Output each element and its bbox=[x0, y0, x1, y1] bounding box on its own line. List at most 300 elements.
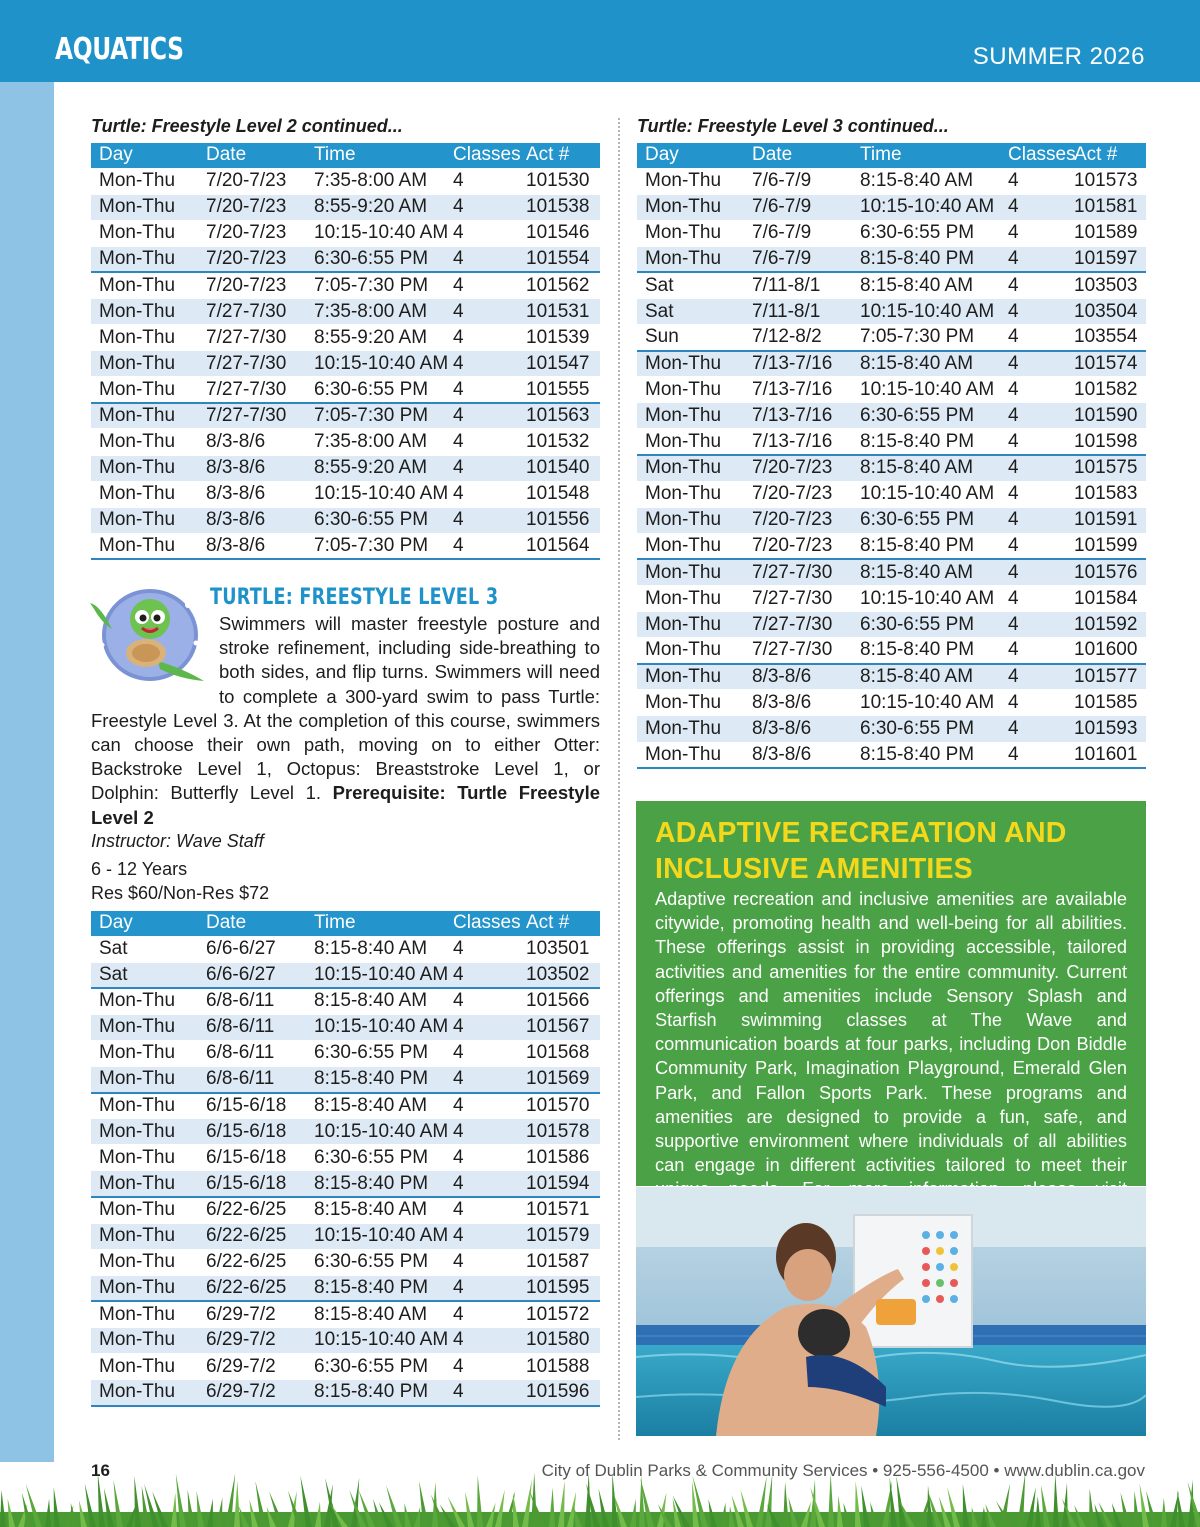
cell-date: 8/3-8/6 bbox=[744, 690, 852, 716]
cell-act-number: 101582 bbox=[1066, 377, 1146, 403]
cell-time: 8:15-8:40 AM bbox=[306, 1093, 445, 1119]
cell-classes: 4 bbox=[445, 533, 518, 559]
table-row bbox=[91, 1380, 600, 1406]
table-row bbox=[637, 325, 1146, 351]
column-header-date: Date bbox=[744, 143, 852, 168]
cell-time: 6:30-6:55 PM bbox=[306, 1145, 445, 1171]
column-header-act-number: Act # bbox=[518, 143, 600, 168]
cell-act-number: 103502 bbox=[518, 962, 600, 988]
cell-day: Mon-Thu bbox=[637, 194, 744, 220]
cell-date: 7/13-7/16 bbox=[744, 403, 852, 429]
cell-classes: 4 bbox=[1000, 481, 1066, 507]
table-header-row bbox=[91, 143, 600, 168]
cell-classes: 4 bbox=[1000, 377, 1066, 403]
cell-classes: 4 bbox=[445, 455, 518, 481]
cell-time: 8:55-9:20 AM bbox=[306, 194, 445, 220]
cell-classes: 4 bbox=[445, 1145, 518, 1171]
cell-day: Mon-Thu bbox=[637, 481, 744, 507]
table-row bbox=[637, 298, 1146, 324]
cell-time: 8:15-8:40 AM bbox=[306, 936, 445, 962]
cell-day: Mon-Thu bbox=[637, 377, 744, 403]
cell-time: 10:15-10:40 AM bbox=[306, 1014, 445, 1040]
cell-act-number: 101600 bbox=[1066, 638, 1146, 664]
cell-day: Mon-Thu bbox=[91, 455, 198, 481]
cell-time: 8:15-8:40 AM bbox=[306, 1197, 445, 1223]
cell-time: 8:15-8:40 AM bbox=[306, 1301, 445, 1327]
schedule-table-level3 bbox=[91, 911, 600, 1407]
cell-day: Mon-Thu bbox=[91, 351, 198, 377]
cell-classes: 4 bbox=[1000, 298, 1066, 324]
cell-classes: 4 bbox=[445, 1249, 518, 1275]
cell-date: 8/3-8/6 bbox=[744, 716, 852, 742]
cell-act-number: 101548 bbox=[518, 481, 600, 507]
table-row bbox=[637, 455, 1146, 481]
cell-time: 7:35-8:00 AM bbox=[306, 168, 445, 194]
cell-classes: 4 bbox=[445, 1119, 518, 1145]
cell-classes: 4 bbox=[1000, 351, 1066, 377]
column-header-day: Day bbox=[91, 911, 198, 936]
cell-classes: 4 bbox=[445, 194, 518, 220]
cell-classes: 4 bbox=[445, 1014, 518, 1040]
table-row bbox=[637, 351, 1146, 377]
cell-day: Mon-Thu bbox=[91, 1119, 198, 1145]
cell-classes: 4 bbox=[1000, 272, 1066, 298]
cell-date: 6/8-6/11 bbox=[198, 1014, 306, 1040]
cell-act-number: 101531 bbox=[518, 298, 600, 324]
cell-act-number: 101575 bbox=[1066, 455, 1146, 481]
cell-day: Mon-Thu bbox=[91, 1354, 198, 1380]
cell-act-number: 101570 bbox=[518, 1093, 600, 1119]
cell-day: Mon-Thu bbox=[91, 246, 198, 272]
column-header-classes: Classes bbox=[1000, 143, 1066, 168]
cell-time: 8:15-8:40 AM bbox=[852, 272, 1000, 298]
table-row bbox=[637, 481, 1146, 507]
cell-date: 6/8-6/11 bbox=[198, 1040, 306, 1066]
cell-classes: 4 bbox=[445, 1327, 518, 1353]
table-row bbox=[91, 298, 600, 324]
cell-day: Sat bbox=[91, 936, 198, 962]
cell-day: Mon-Thu bbox=[91, 377, 198, 403]
cell-classes: 4 bbox=[1000, 690, 1066, 716]
cell-date: 7/20-7/23 bbox=[744, 455, 852, 481]
cell-time: 10:15-10:40 AM bbox=[852, 481, 1000, 507]
cell-act-number: 101572 bbox=[518, 1301, 600, 1327]
course-ages: 6 - 12 Years bbox=[91, 859, 188, 879]
cell-day: Mon-Thu bbox=[91, 220, 198, 246]
cell-date: 7/27-7/30 bbox=[744, 586, 852, 612]
cell-classes: 4 bbox=[445, 1040, 518, 1066]
cell-date: 7/20-7/23 bbox=[198, 168, 306, 194]
cell-day: Mon-Thu bbox=[91, 988, 198, 1014]
cell-act-number: 101587 bbox=[518, 1249, 600, 1275]
left-table-caption: Turtle: Freestyle Level 2 continued... bbox=[91, 116, 403, 136]
cell-time: 8:15-8:40 PM bbox=[852, 742, 1000, 768]
cell-day: Mon-Thu bbox=[91, 1014, 198, 1040]
table-row bbox=[637, 194, 1146, 220]
cell-time: 6:30-6:55 PM bbox=[852, 220, 1000, 246]
cell-classes: 4 bbox=[445, 962, 518, 988]
cell-classes: 4 bbox=[445, 1197, 518, 1223]
cell-classes: 4 bbox=[445, 1301, 518, 1327]
cell-act-number: 101532 bbox=[518, 429, 600, 455]
table-row bbox=[637, 586, 1146, 612]
cell-time: 8:15-8:40 PM bbox=[852, 429, 1000, 455]
schedule-table-level2 bbox=[91, 143, 600, 560]
column-header-date: Date bbox=[198, 911, 306, 936]
cell-day: Mon-Thu bbox=[637, 664, 744, 690]
cell-date: 7/20-7/23 bbox=[744, 481, 852, 507]
table-row bbox=[91, 1301, 600, 1327]
table-row bbox=[91, 936, 600, 962]
cell-day: Mon-Thu bbox=[637, 586, 744, 612]
cell-day: Mon-Thu bbox=[637, 690, 744, 716]
cell-date: 7/20-7/23 bbox=[198, 194, 306, 220]
cell-time: 6:30-6:55 PM bbox=[852, 612, 1000, 638]
cell-time: 7:05-7:30 PM bbox=[306, 533, 445, 559]
cell-time: 7:05-7:30 PM bbox=[852, 325, 1000, 351]
cell-act-number: 101576 bbox=[1066, 559, 1146, 585]
cell-day: Mon-Thu bbox=[91, 168, 198, 194]
cell-day: Mon-Thu bbox=[637, 455, 744, 481]
cell-classes: 4 bbox=[445, 429, 518, 455]
table-row bbox=[637, 638, 1146, 664]
cell-day: Mon-Thu bbox=[637, 403, 744, 429]
column-header-time: Time bbox=[306, 911, 445, 936]
cell-day: Mon-Thu bbox=[637, 742, 744, 768]
cell-date: 6/8-6/11 bbox=[198, 1066, 306, 1092]
cell-classes: 4 bbox=[1000, 220, 1066, 246]
table-row bbox=[91, 1223, 600, 1249]
cell-act-number: 101579 bbox=[518, 1223, 600, 1249]
cell-act-number: 101573 bbox=[1066, 168, 1146, 194]
cell-time: 6:30-6:55 PM bbox=[306, 1040, 445, 1066]
cell-act-number: 101580 bbox=[518, 1327, 600, 1353]
cell-date: 7/12-8/2 bbox=[744, 325, 852, 351]
cell-date: 6/29-7/2 bbox=[198, 1327, 306, 1353]
column-header-date: Date bbox=[198, 143, 306, 168]
cell-day: Mon-Thu bbox=[91, 533, 198, 559]
section-title: AQUATICS bbox=[55, 32, 184, 67]
cell-act-number: 101598 bbox=[1066, 429, 1146, 455]
table-row bbox=[91, 403, 600, 429]
cell-day: Mon-Thu bbox=[91, 1301, 198, 1327]
cell-act-number: 101563 bbox=[518, 403, 600, 429]
cell-day: Mon-Thu bbox=[91, 1327, 198, 1353]
cell-time: 8:15-8:40 PM bbox=[852, 533, 1000, 559]
cell-time: 7:35-8:00 AM bbox=[306, 298, 445, 324]
cell-act-number: 103504 bbox=[1066, 298, 1146, 324]
cell-act-number: 101591 bbox=[1066, 507, 1146, 533]
schedule-table-level3-continued bbox=[637, 143, 1146, 769]
cell-classes: 4 bbox=[445, 377, 518, 403]
table-row bbox=[91, 533, 600, 559]
table-row bbox=[637, 168, 1146, 194]
table-row bbox=[91, 1145, 600, 1171]
cell-classes: 4 bbox=[445, 220, 518, 246]
table-row bbox=[91, 1249, 600, 1275]
cell-act-number: 101585 bbox=[1066, 690, 1146, 716]
table-row bbox=[91, 429, 600, 455]
adaptive-recreation-box bbox=[636, 801, 1146, 1186]
cell-act-number: 101547 bbox=[518, 351, 600, 377]
cell-date: 6/8-6/11 bbox=[198, 988, 306, 1014]
cell-act-number: 103503 bbox=[1066, 272, 1146, 298]
cell-day: Mon-Thu bbox=[91, 272, 198, 298]
cell-act-number: 101597 bbox=[1066, 246, 1146, 272]
table-row bbox=[91, 962, 600, 988]
cell-classes: 4 bbox=[445, 351, 518, 377]
cell-act-number: 101568 bbox=[518, 1040, 600, 1066]
cell-classes: 4 bbox=[1000, 638, 1066, 664]
cell-date: 8/3-8/6 bbox=[198, 481, 306, 507]
column-header-act-number: Act # bbox=[1066, 143, 1146, 168]
cell-day: Mon-Thu bbox=[91, 1093, 198, 1119]
cell-date: 6/6-6/27 bbox=[198, 962, 306, 988]
cell-act-number: 101590 bbox=[1066, 403, 1146, 429]
cell-day: Mon-Thu bbox=[637, 351, 744, 377]
cell-time: 8:15-8:40 AM bbox=[852, 455, 1000, 481]
cell-act-number: 101588 bbox=[518, 1354, 600, 1380]
cell-classes: 4 bbox=[445, 507, 518, 533]
cell-day: Mon-Thu bbox=[91, 1145, 198, 1171]
cell-day: Sun bbox=[637, 325, 744, 351]
cell-act-number: 101578 bbox=[518, 1119, 600, 1145]
cell-time: 8:15-8:40 PM bbox=[306, 1066, 445, 1092]
cell-classes: 4 bbox=[1000, 612, 1066, 638]
table-header-row bbox=[637, 143, 1146, 168]
cell-date: 7/6-7/9 bbox=[744, 246, 852, 272]
table-row bbox=[91, 272, 600, 298]
cell-day: Mon-Thu bbox=[91, 1249, 198, 1275]
cell-time: 10:15-10:40 AM bbox=[306, 1223, 445, 1249]
cell-time: 8:15-8:40 AM bbox=[852, 559, 1000, 585]
cell-time: 8:55-9:20 AM bbox=[306, 455, 445, 481]
cell-act-number: 101554 bbox=[518, 246, 600, 272]
cell-act-number: 101571 bbox=[518, 1197, 600, 1223]
cell-classes: 4 bbox=[445, 1066, 518, 1092]
column-header-day: Day bbox=[91, 143, 198, 168]
cell-date: 6/22-6/25 bbox=[198, 1275, 306, 1301]
cell-date: 7/13-7/16 bbox=[744, 351, 852, 377]
cell-act-number: 101594 bbox=[518, 1171, 600, 1197]
cell-date: 6/29-7/2 bbox=[198, 1301, 306, 1327]
cell-act-number: 101574 bbox=[1066, 351, 1146, 377]
cell-classes: 4 bbox=[445, 936, 518, 962]
cell-time: 8:15-8:40 AM bbox=[852, 168, 1000, 194]
cell-time: 6:30-6:55 PM bbox=[306, 507, 445, 533]
cell-time: 10:15-10:40 AM bbox=[306, 481, 445, 507]
cell-date: 6/22-6/25 bbox=[198, 1223, 306, 1249]
cell-classes: 4 bbox=[445, 298, 518, 324]
cell-act-number: 101596 bbox=[518, 1380, 600, 1406]
cell-act-number: 101567 bbox=[518, 1014, 600, 1040]
table-row bbox=[91, 351, 600, 377]
cell-classes: 4 bbox=[445, 272, 518, 298]
cell-classes: 4 bbox=[1000, 325, 1066, 351]
table-row bbox=[91, 377, 600, 403]
cell-time: 10:15-10:40 AM bbox=[306, 1327, 445, 1353]
table-row bbox=[637, 429, 1146, 455]
table-row bbox=[91, 1119, 600, 1145]
table-row bbox=[637, 664, 1146, 690]
cell-day: Mon-Thu bbox=[637, 612, 744, 638]
cell-day: Sat bbox=[91, 962, 198, 988]
cell-date: 6/15-6/18 bbox=[198, 1119, 306, 1145]
cell-classes: 4 bbox=[1000, 168, 1066, 194]
cell-classes: 4 bbox=[445, 246, 518, 272]
table-row bbox=[91, 988, 600, 1014]
cell-day: Mon-Thu bbox=[91, 1197, 198, 1223]
cell-act-number: 101581 bbox=[1066, 194, 1146, 220]
cell-date: 6/15-6/18 bbox=[198, 1093, 306, 1119]
cell-day: Mon-Thu bbox=[91, 1040, 198, 1066]
cell-day: Sat bbox=[637, 272, 744, 298]
cell-date: 7/11-8/1 bbox=[744, 272, 852, 298]
cell-date: 6/22-6/25 bbox=[198, 1197, 306, 1223]
table-row bbox=[637, 716, 1146, 742]
cell-date: 7/6-7/9 bbox=[744, 220, 852, 246]
adaptive-title: ADAPTIVE RECREATION AND INCLUSIVE AMENITIES bbox=[655, 817, 1067, 885]
cell-date: 7/27-7/30 bbox=[198, 351, 306, 377]
cell-act-number: 101589 bbox=[1066, 220, 1146, 246]
cell-date: 7/11-8/1 bbox=[744, 298, 852, 324]
cell-day: Mon-Thu bbox=[91, 194, 198, 220]
table-header-row bbox=[91, 911, 600, 936]
cell-date: 6/6-6/27 bbox=[198, 936, 306, 962]
cell-day: Mon-Thu bbox=[91, 1066, 198, 1092]
cell-date: 7/27-7/30 bbox=[198, 325, 306, 351]
cell-date: 7/13-7/16 bbox=[744, 377, 852, 403]
header-bar bbox=[0, 0, 1200, 82]
cell-date: 6/22-6/25 bbox=[198, 1249, 306, 1275]
cell-act-number: 101540 bbox=[518, 455, 600, 481]
cell-classes: 4 bbox=[445, 1354, 518, 1380]
cell-classes: 4 bbox=[1000, 507, 1066, 533]
table-row bbox=[91, 1040, 600, 1066]
cell-day: Mon-Thu bbox=[637, 533, 744, 559]
cell-act-number: 101555 bbox=[518, 377, 600, 403]
cell-time: 6:30-6:55 PM bbox=[306, 1249, 445, 1275]
table-row bbox=[91, 220, 600, 246]
cell-time: 6:30-6:55 PM bbox=[852, 507, 1000, 533]
cell-time: 8:15-8:40 PM bbox=[306, 1171, 445, 1197]
table-row bbox=[91, 246, 600, 272]
cell-classes: 4 bbox=[1000, 716, 1066, 742]
cell-day: Sat bbox=[637, 298, 744, 324]
cell-day: Mon-Thu bbox=[91, 507, 198, 533]
cell-time: 6:30-6:55 PM bbox=[306, 1354, 445, 1380]
cell-date: 7/6-7/9 bbox=[744, 168, 852, 194]
cell-classes: 4 bbox=[445, 1275, 518, 1301]
cell-classes: 4 bbox=[1000, 194, 1066, 220]
table-row bbox=[91, 1014, 600, 1040]
cell-classes: 4 bbox=[445, 168, 518, 194]
cell-act-number: 101564 bbox=[518, 533, 600, 559]
pool-photo bbox=[636, 1187, 1146, 1436]
cell-classes: 4 bbox=[445, 325, 518, 351]
table-row bbox=[91, 507, 600, 533]
cell-date: 7/27-7/30 bbox=[744, 612, 852, 638]
table-row bbox=[91, 481, 600, 507]
table-row bbox=[91, 1197, 600, 1223]
cell-date: 6/29-7/2 bbox=[198, 1380, 306, 1406]
course-description-block bbox=[91, 612, 600, 830]
course-fee: Res $60/Non-Res $72 bbox=[91, 883, 270, 903]
cell-date: 6/29-7/2 bbox=[198, 1354, 306, 1380]
table-row bbox=[637, 220, 1146, 246]
cell-date: 7/6-7/9 bbox=[744, 194, 852, 220]
column-header-time: Time bbox=[852, 143, 1000, 168]
side-strip bbox=[0, 82, 54, 1462]
table-row bbox=[637, 507, 1146, 533]
column-divider bbox=[618, 118, 620, 1440]
cell-act-number: 101583 bbox=[1066, 481, 1146, 507]
course-prerequisite: Prerequisite: Turtle Freestyle Level 2 bbox=[91, 782, 601, 828]
table-row bbox=[637, 742, 1146, 768]
cell-act-number: 101601 bbox=[1066, 742, 1146, 768]
cell-date: 7/27-7/30 bbox=[744, 638, 852, 664]
cell-date: 7/27-7/30 bbox=[198, 298, 306, 324]
cell-act-number: 101592 bbox=[1066, 612, 1146, 638]
table-row bbox=[91, 1327, 600, 1353]
course-description: Swimmers will master freestyle posture and stroke refinement, including side-breathing to both sides, and flip turns. Swimmers will need to complete a 300-yard swim to pass Turtle: Freestyle Level 3. At the completion of this course, swimmers can choose their own path, moving on to either Otter: Backstroke Level 1, Octopus: Breaststroke Level 1, or Dolphin: Butterfly Level 1. bbox=[91, 613, 600, 804]
cell-date: 8/3-8/6 bbox=[198, 455, 306, 481]
table-row bbox=[91, 455, 600, 481]
cell-classes: 4 bbox=[445, 988, 518, 1014]
cell-date: 8/3-8/6 bbox=[744, 664, 852, 690]
course-instructor: Instructor: Wave Staff bbox=[91, 831, 264, 851]
table-row bbox=[91, 1066, 600, 1092]
cell-classes: 4 bbox=[445, 1093, 518, 1119]
table-row bbox=[637, 377, 1146, 403]
cell-time: 7:05-7:30 PM bbox=[306, 403, 445, 429]
cell-time: 10:15-10:40 AM bbox=[852, 690, 1000, 716]
cell-date: 7/20-7/23 bbox=[198, 246, 306, 272]
cell-classes: 4 bbox=[445, 1171, 518, 1197]
cell-time: 8:15-8:40 AM bbox=[306, 988, 445, 1014]
cell-day: Mon-Thu bbox=[91, 403, 198, 429]
column-header-day: Day bbox=[637, 143, 744, 168]
cell-day: Mon-Thu bbox=[637, 638, 744, 664]
page-number: 16 bbox=[91, 1461, 110, 1480]
cell-time: 6:30-6:55 PM bbox=[306, 377, 445, 403]
cell-time: 10:15-10:40 AM bbox=[306, 220, 445, 246]
table-row bbox=[91, 1354, 600, 1380]
cell-date: 6/15-6/18 bbox=[198, 1145, 306, 1171]
cell-date: 7/20-7/23 bbox=[198, 272, 306, 298]
cell-time: 10:15-10:40 AM bbox=[306, 962, 445, 988]
table-row bbox=[91, 1171, 600, 1197]
cell-date: 7/13-7/16 bbox=[744, 429, 852, 455]
column-header-time: Time bbox=[306, 143, 445, 168]
cell-act-number: 101584 bbox=[1066, 586, 1146, 612]
cell-classes: 4 bbox=[1000, 742, 1066, 768]
cell-act-number: 101556 bbox=[518, 507, 600, 533]
cell-classes: 4 bbox=[1000, 429, 1066, 455]
cell-act-number: 101539 bbox=[518, 325, 600, 351]
table-row bbox=[91, 1093, 600, 1119]
cell-classes: 4 bbox=[1000, 533, 1066, 559]
cell-date: 7/20-7/23 bbox=[198, 220, 306, 246]
column-header-classes: Classes bbox=[445, 143, 518, 168]
cell-classes: 4 bbox=[445, 1380, 518, 1406]
cell-act-number: 103501 bbox=[518, 936, 600, 962]
cell-date: 8/3-8/6 bbox=[198, 429, 306, 455]
cell-time: 6:30-6:55 PM bbox=[306, 246, 445, 272]
cell-time: 8:15-8:40 PM bbox=[306, 1275, 445, 1301]
cell-classes: 4 bbox=[1000, 559, 1066, 585]
cell-classes: 4 bbox=[1000, 246, 1066, 272]
